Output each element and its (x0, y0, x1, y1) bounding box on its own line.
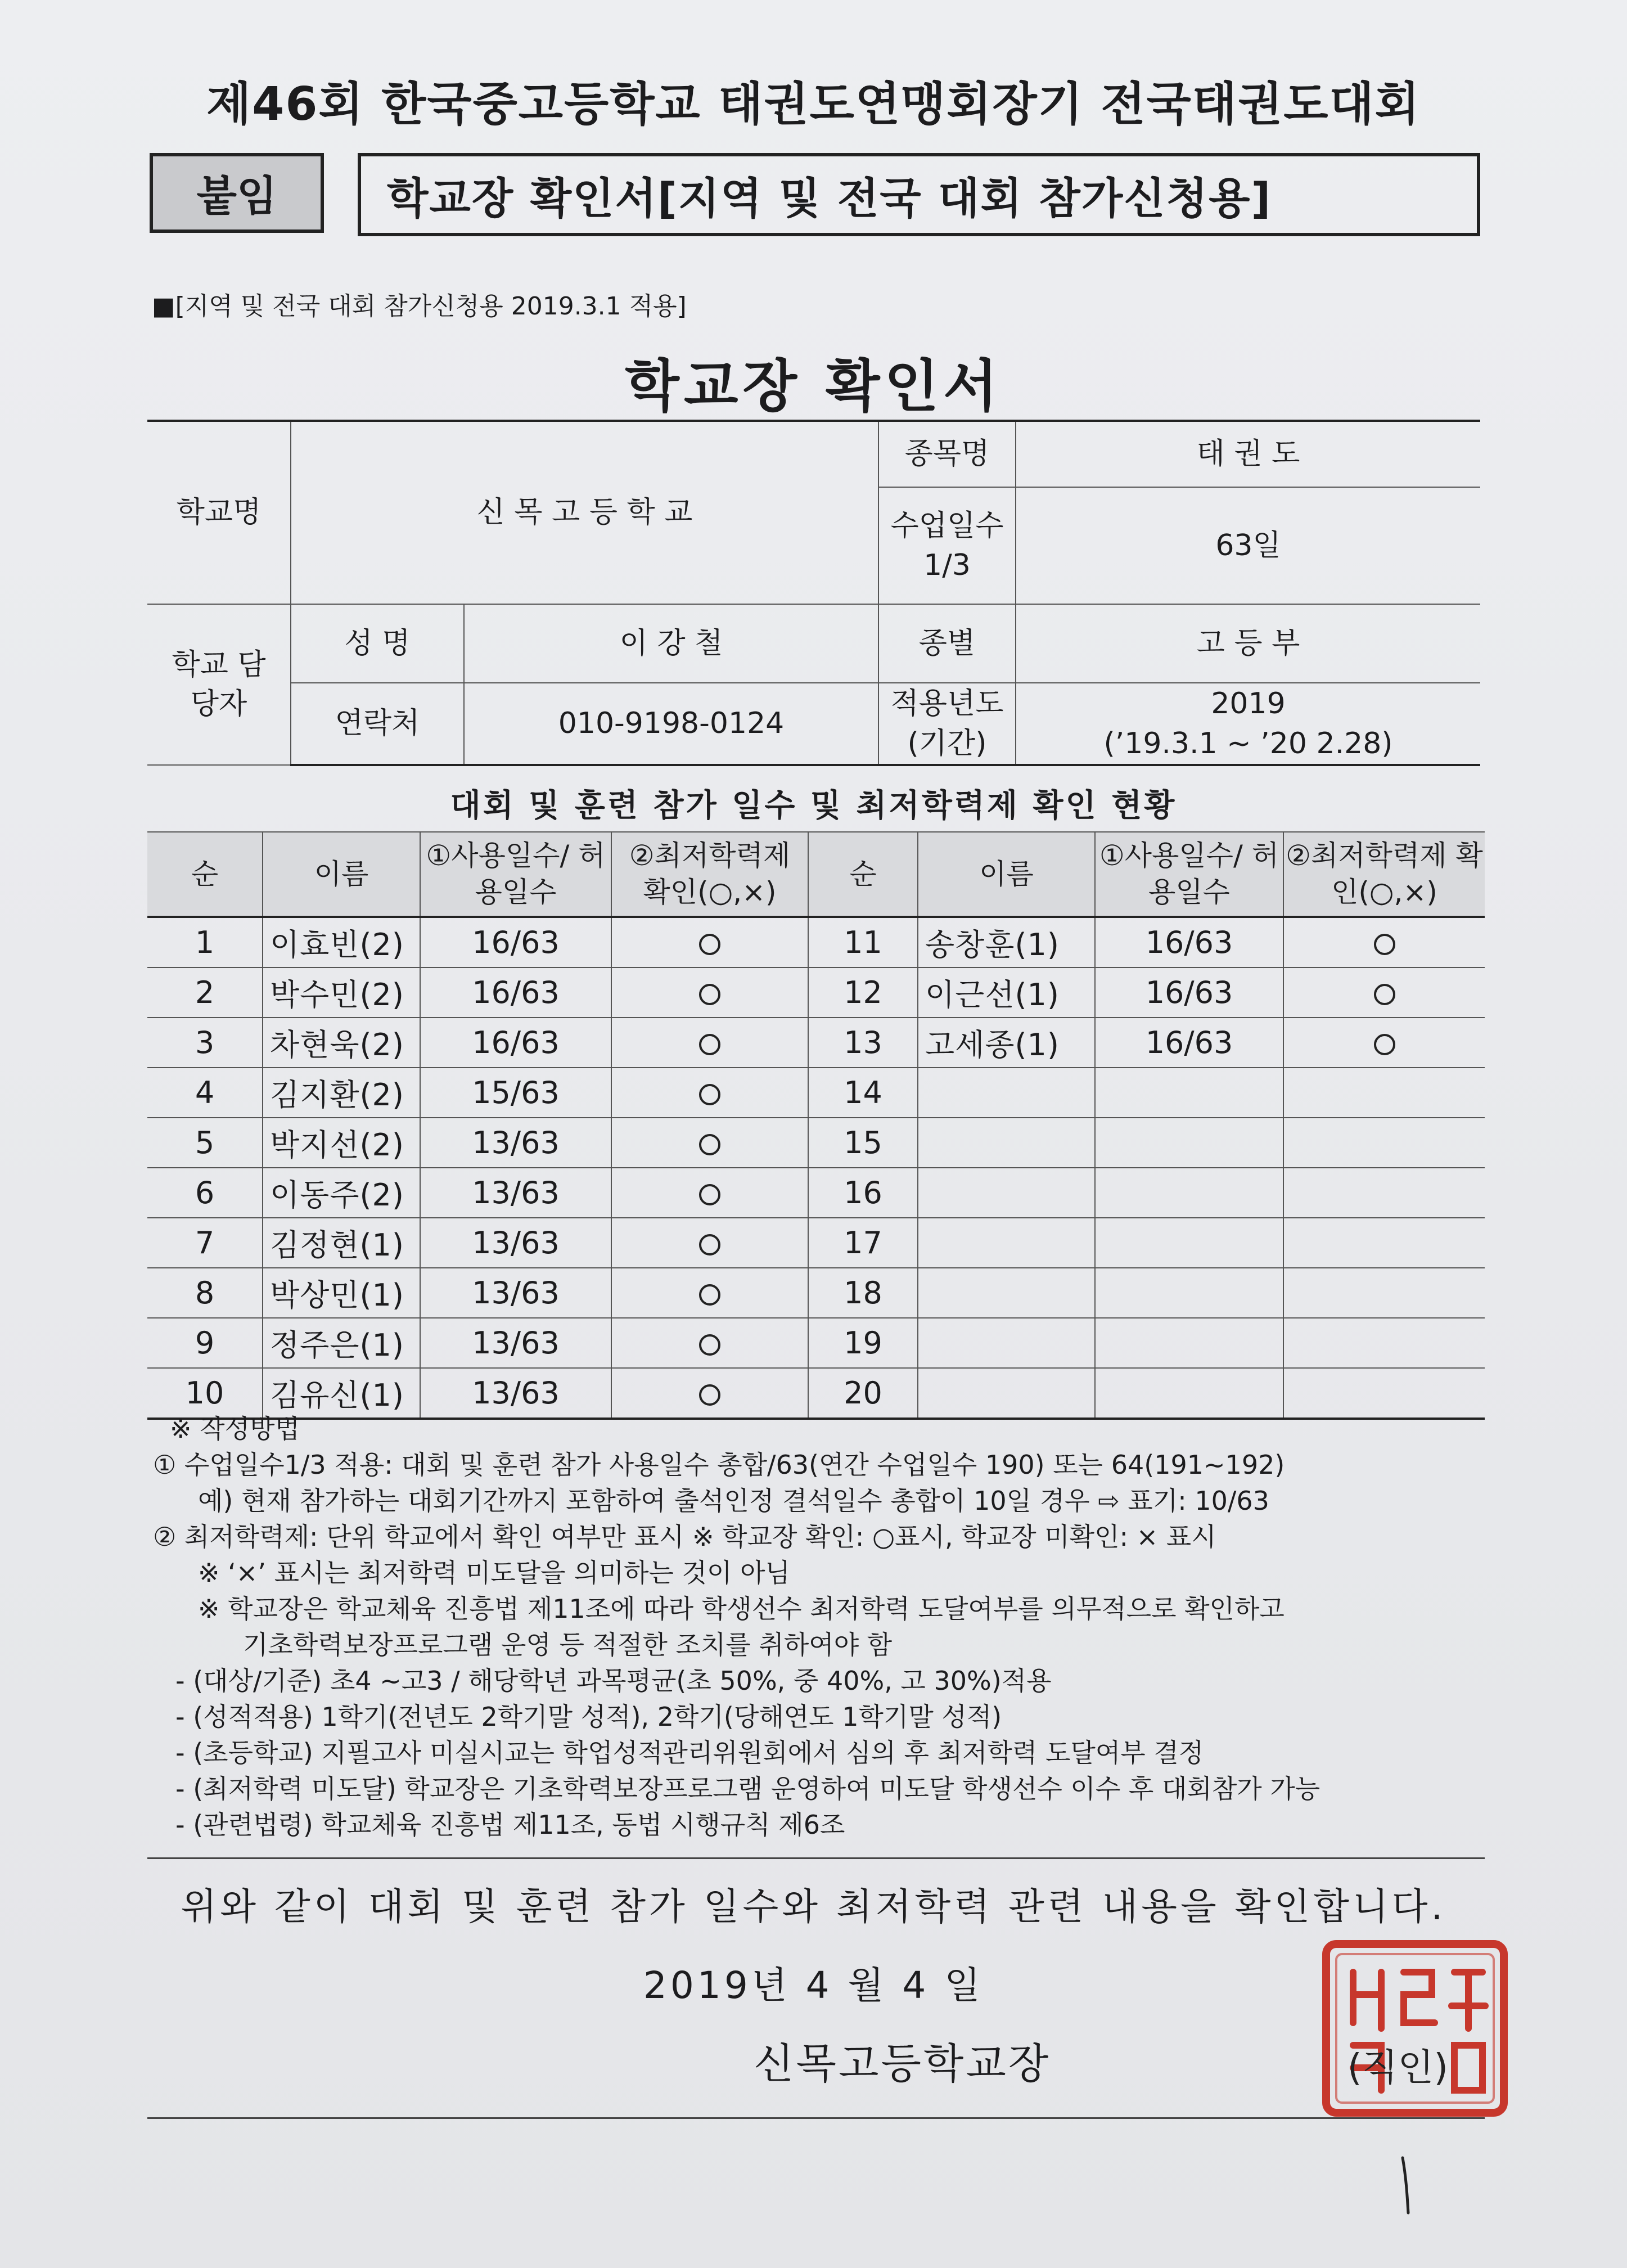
instruction-line: - (최저학력 미도달) 학교장은 기초학력보장프로그램 운영하여 미도달 학생선수 이수 후 대회참가 가능 (175, 1774, 1320, 1804)
document-title: 학교장 확인서 (625, 353, 1002, 419)
athlete-name: 고세종(1) (918, 1018, 1095, 1068)
header-name: 이름 (263, 832, 420, 917)
confirmed-circle-icon (699, 1034, 720, 1055)
row-number: 6 (147, 1168, 263, 1218)
row-number: 9 (147, 1318, 263, 1368)
academic-check (1283, 1268, 1485, 1318)
row-number: 18 (808, 1268, 918, 1318)
table-row (147, 968, 1485, 1018)
confirmed-circle-icon (1374, 1034, 1395, 1055)
athlete-name: 김정현(1) (263, 1218, 420, 1268)
confirmed-circle-icon (1374, 984, 1395, 1005)
bottom-divider-line (147, 2117, 1485, 2119)
academic-check (611, 1268, 808, 1318)
apply-year-label: 적용년도 (기간) (878, 683, 1016, 765)
academic-check (1283, 968, 1485, 1018)
table-row (147, 1068, 1485, 1118)
table-row (147, 917, 1485, 968)
confirmed-circle-icon (699, 1134, 720, 1155)
roster-section-title: 대회 및 훈련 참가 일수 및 최저학력제 확인 현황 (450, 788, 1177, 824)
academic-check (611, 1318, 808, 1368)
row-number: 20 (808, 1368, 918, 1419)
academic-check (611, 917, 808, 968)
school-label: 학교명 (147, 421, 291, 604)
row-number: 12 (808, 968, 918, 1018)
academic-check (1283, 917, 1485, 968)
instruction-line: ※ 학교장은 학교체육 진흥법 제11조에 따라 학생선수 최저학력 도달여부를 의무적으로 확인하고 (198, 1594, 1285, 1624)
academic-check (611, 1168, 808, 1218)
usage-days: 13/63 (420, 1218, 611, 1268)
division-value: 고 등 부 (1016, 604, 1480, 683)
row-number: 5 (147, 1118, 263, 1168)
row-number: 1 (147, 917, 263, 968)
confirmed-circle-icon (699, 1184, 720, 1205)
row-number: 15 (808, 1118, 918, 1168)
academic-check (611, 1068, 808, 1118)
contact-value: 010-9198-0124 (464, 683, 878, 765)
athlete-name: 박지선(2) (263, 1118, 420, 1168)
usage-days: 16/63 (1095, 917, 1283, 968)
athlete-name (918, 1068, 1095, 1118)
instruction-line: - (관련법령) 학교체육 진흥법 제11조, 동법 시행규칙 제6조 (175, 1810, 845, 1840)
confirmed-circle-icon (699, 1384, 720, 1406)
usage-days (1095, 1168, 1283, 1218)
row-number: 13 (808, 1018, 918, 1068)
manager-name-label: 성 명 (291, 604, 464, 683)
usage-days (1095, 1068, 1283, 1118)
table-row (147, 1268, 1485, 1318)
event-title: 제46회 한국중고등학교 태권도연맹회장기 전국태권도대회 (206, 78, 1421, 131)
row-number: 7 (147, 1218, 263, 1268)
athlete-name (918, 1318, 1095, 1368)
athlete-name: 김유신(1) (263, 1368, 420, 1419)
usage-days: 16/63 (1095, 1018, 1283, 1068)
usage-days: 13/63 (420, 1118, 611, 1168)
confirmed-circle-icon (699, 984, 720, 1005)
instruction-line: ① 수업일수1/3 적용: 대회 및 훈련 참가 사용일수 총합/63(연간 수업일수 190) 또는 64(191~192) (153, 1450, 1285, 1480)
apply-period-value: (’19.3.1 ~ ’20 2.28) (1103, 726, 1393, 760)
athlete-name: 정주은(1) (263, 1318, 420, 1368)
usage-days: 15/63 (420, 1068, 611, 1118)
academic-check (1283, 1218, 1485, 1268)
document-headline: 학교장 확인서[지역 및 전국 대회 참가신청용] (358, 153, 1480, 236)
row-number: 4 (147, 1068, 263, 1118)
apply-year-cell (1016, 683, 1480, 765)
athlete-name: 송창훈(1) (918, 917, 1095, 968)
header-name: 이름 (918, 832, 1095, 917)
principal-title: 신목고등학교장 (754, 2040, 1051, 2088)
instruction-line: - (대상/기준) 초4 ~고3 / 해당학년 과목평균(초 50%, 중 40%, 고 30%)적용 (175, 1666, 1052, 1696)
header-check: ②최저학력제 확인(○,×) (1283, 832, 1485, 917)
confirmation-date: 2019년 4 월 4 일 (643, 1964, 984, 2007)
confirmed-circle-icon (1374, 934, 1395, 955)
athlete-roster-table (147, 831, 1485, 1420)
athlete-name: 이효빈(2) (263, 917, 420, 968)
instruction-line: ② 최저학력제: 단위 학교에서 확인 여부만 표시 ※ 학교장 확인: ○표시, 학교장 미확인: × 표시 (153, 1522, 1216, 1552)
confirmed-circle-icon (699, 1334, 720, 1356)
row-number: 17 (808, 1218, 918, 1268)
application-note: ■[지역 및 전국 대회 참가신청용 2019.3.1 적용] (152, 292, 687, 321)
table-row (147, 1218, 1485, 1268)
row-number: 16 (808, 1168, 918, 1218)
athlete-name (918, 1118, 1095, 1168)
row-number: 10 (147, 1368, 263, 1419)
instruction-line: - (성적적용) 1학기(전년도 2학기말 성적), 2학기(당해연도 1학기말 성적) (175, 1702, 1002, 1732)
row-number: 2 (147, 968, 263, 1018)
divider-line (147, 1857, 1485, 1859)
academic-check (1283, 1068, 1485, 1118)
confirmation-statement: 위와 같이 대회 및 훈련 참가 일수와 최저학력 관련 내용을 확인합니다. (181, 1885, 1446, 1928)
instruction-line: ※ ‘×’ 표시는 최저학력 미도달을 의미하는 것이 아님 (198, 1558, 790, 1588)
official-seal-icon (1314, 1933, 1516, 2124)
academic-check (1283, 1318, 1485, 1368)
table-row (147, 1168, 1485, 1218)
header-check: ②최저학력제 확인(○,×) (611, 832, 808, 917)
usage-days (1095, 1268, 1283, 1318)
athlete-name: 김지환(2) (263, 1068, 420, 1118)
apply-year-value: 2019 (1211, 687, 1286, 721)
header-no: 순 (808, 832, 918, 917)
confirmed-circle-icon (699, 1234, 720, 1256)
table-row (147, 1318, 1485, 1368)
academic-check (611, 1218, 808, 1268)
athlete-name: 박수민(2) (263, 968, 420, 1018)
manager-label: 학교 담당자 (147, 604, 291, 765)
usage-days (1095, 1218, 1283, 1268)
school-info-table (147, 420, 1480, 766)
instruction-line: 예) 현재 참가하는 대회기간까지 포함하여 출석인정 결석일수 총합이 10일 경우 ⇨ 표기: 10/63 (198, 1486, 1269, 1516)
usage-days (1095, 1118, 1283, 1168)
usage-days: 16/63 (420, 968, 611, 1018)
academic-check (1283, 1118, 1485, 1168)
division-label: 종별 (878, 604, 1016, 683)
academic-check (611, 968, 808, 1018)
event-label: 종목명 (878, 421, 1016, 487)
academic-check (1283, 1018, 1485, 1068)
usage-days: 13/63 (420, 1318, 611, 1368)
usage-days: 13/63 (420, 1268, 611, 1318)
athlete-name (918, 1268, 1095, 1318)
event-value: 태 권 도 (1016, 421, 1480, 487)
athlete-name: 이동주(2) (263, 1168, 420, 1218)
table-row (147, 1118, 1485, 1168)
table-row (147, 1018, 1485, 1068)
athlete-name (918, 1218, 1095, 1268)
instruction-line: 기초학력보장프로그램 운영 등 적절한 조치를 취하여야 함 (243, 1630, 893, 1660)
row-number: 8 (147, 1268, 263, 1318)
athlete-name (918, 1168, 1095, 1218)
row-number: 14 (808, 1068, 918, 1118)
usage-days: 16/63 (1095, 968, 1283, 1018)
confirmed-circle-icon (699, 934, 720, 955)
attachment-tag: 붙임 (150, 153, 324, 233)
usage-days: 13/63 (420, 1168, 611, 1218)
class-days-label: 수업일수 1/3 (878, 487, 1016, 604)
athlete-name: 차현욱(2) (263, 1018, 420, 1068)
class-days-value: 63일 (1016, 487, 1480, 604)
row-number: 11 (808, 917, 918, 968)
athlete-name: 박상민(1) (263, 1268, 420, 1318)
usage-days (1095, 1318, 1283, 1368)
usage-days: 13/63 (420, 1368, 611, 1419)
page-number-mark (1395, 2154, 1417, 2216)
instruction-line: - (초등학교) 지필고사 미실시교는 학업성적관리위원회에서 심의 후 최저학력 도달여부 결정 (175, 1738, 1204, 1768)
header-no: 순 (147, 832, 263, 917)
instructions-heading: ※ 작성방법 (170, 1414, 300, 1444)
contact-label: 연락처 (291, 683, 464, 765)
confirmed-circle-icon (699, 1284, 720, 1306)
seal-label: (직인) (1347, 2046, 1449, 2089)
manager-name-value: 이 강 철 (464, 604, 878, 683)
usage-days: 16/63 (420, 1018, 611, 1068)
school-name: 신 목 고 등 학 교 (291, 421, 878, 604)
academic-check (611, 1018, 808, 1068)
usage-days: 16/63 (420, 917, 611, 968)
row-number: 3 (147, 1018, 263, 1068)
header-days: ①사용일수/ 허용일수 (1095, 832, 1283, 917)
writing-instructions (153, 1411, 1486, 1843)
row-number: 19 (808, 1318, 918, 1368)
header-days: ①사용일수/ 허용일수 (420, 832, 611, 917)
athlete-name: 이근선(1) (918, 968, 1095, 1018)
academic-check (611, 1118, 808, 1168)
academic-check (1283, 1168, 1485, 1218)
confirmed-circle-icon (699, 1084, 720, 1105)
